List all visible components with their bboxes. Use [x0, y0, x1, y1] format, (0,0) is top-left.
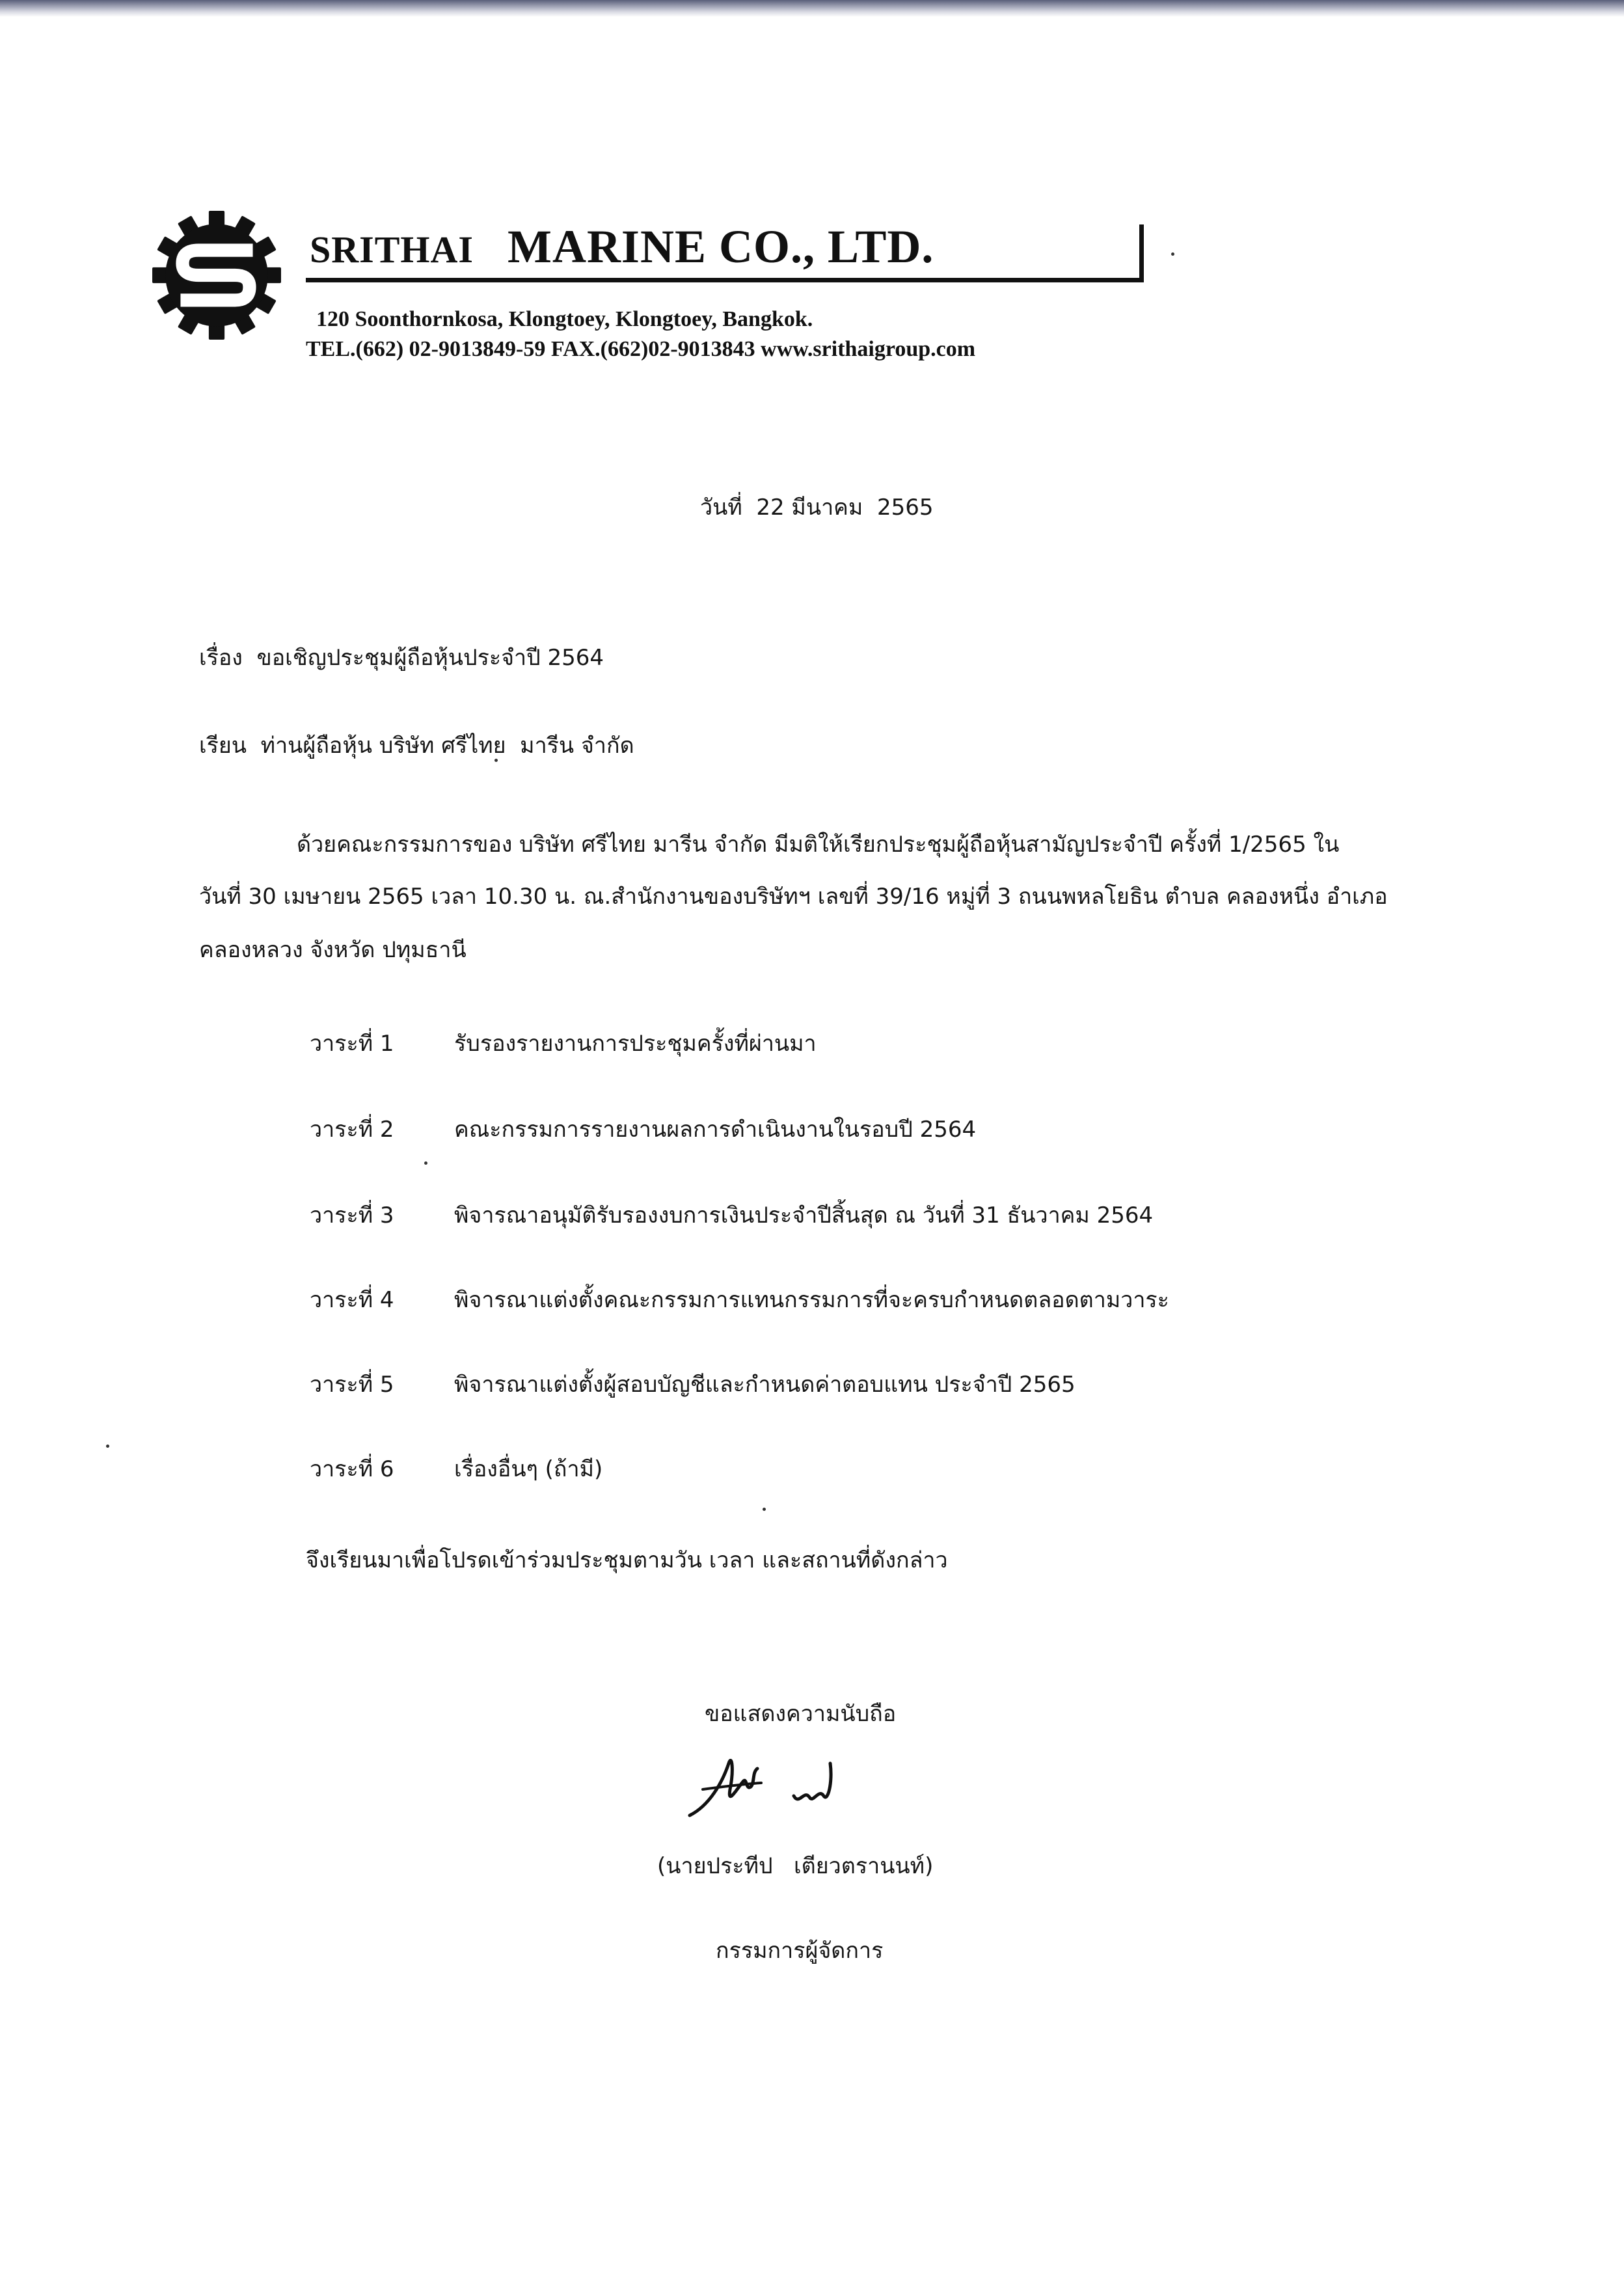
company-name-part1: SRITHAI [310, 228, 474, 271]
agenda-item-text: พิจารณาอนุมัติรับรองงบการเงินประจำปีสิ้นสุด ณ วันที่ 31 ธันวาคม 2564 [454, 1202, 1154, 1228]
company-name-part2: MARINE CO., LTD. [507, 221, 934, 273]
company-logo-icon [151, 210, 282, 341]
scan-speck [494, 759, 498, 762]
agenda-item-number: วาระที่ 6 [310, 1456, 394, 1482]
company-contact: TEL.(662) 02-9013849-59 FAX.(662)02-9013843 www.srithaigroup.com [306, 337, 976, 361]
letterhead-rule [306, 278, 1144, 282]
company-address: 120 Soonthornkosa, Klongtoey, Klongtoey, Bangkok. [316, 307, 813, 331]
scan-speck [424, 1161, 427, 1165]
scan-speck [106, 1445, 109, 1448]
body-line-2: วันที่ 30 เมษายน 2565 เวลา 10.30 น. ณ.สำนักงานของบริษัทฯ เลขที่ 39/16 หมู่ที่ 3 ถนนพหลโยธิน ตำบล คลองหนึ่ง อำเภอ [199, 884, 1388, 910]
agenda-item-text: พิจารณาแต่งตั้งผู้สอบบัญชีและกำหนดค่าตอบแทน ประจำปี 2565 [454, 1372, 1076, 1398]
agenda-item-text: เรื่องอื่นๆ (ถ้ามี) [454, 1456, 603, 1482]
agenda-item-number: วาระที่ 2 [310, 1117, 394, 1143]
letter-subject: เรื่อง ขอเชิญประชุมผู้ถือหุ้นประจำปี 2564 [199, 645, 604, 671]
letterhead-rule-end [1139, 224, 1144, 282]
body-line-1: ด้วยคณะกรรมการของ บริษัท ศรีไทย มารีน จำกัด มีมติให้เรียกประชุมผู้ถือหุ้นสามัญประจำปี ครั้งที่ 1/2565 ใน [297, 832, 1340, 858]
scan-speck [763, 1508, 766, 1511]
agenda-item-text: พิจารณาแต่งตั้งคณะกรรมการแทนกรรมการที่จะครบกำหนดตลอดตามวาระ [454, 1287, 1169, 1313]
signer-name: (นายประทีป เตียวตรานนท์) [657, 1853, 934, 1879]
agenda-item-text: รับรองรายงานการประชุมครั้งที่ผ่านมา [454, 1031, 817, 1057]
letter-recipient: เรียน ท่านผู้ถือหุ้น บริษัท ศรีไทย มารีน จำกัด [199, 733, 634, 759]
letter-date: วันที่ 22 มีนาคม 2565 [700, 495, 934, 521]
scan-edge-shadow [0, 0, 1624, 17]
agenda-item-number: วาระที่ 5 [310, 1372, 394, 1398]
regards: ขอแสดงความนับถือ [705, 1701, 897, 1727]
agenda-item-number: วาระที่ 3 [310, 1202, 394, 1228]
agenda-item-text: คณะกรรมการรายงานผลการดำเนินงานในรอบปี 2564 [454, 1117, 977, 1143]
agenda-item-number: วาระที่ 1 [310, 1031, 394, 1057]
scan-speck [1171, 252, 1174, 256]
handwritten-signature [677, 1744, 872, 1835]
company-name [310, 220, 934, 274]
agenda-item-number: วาระที่ 4 [310, 1287, 394, 1313]
body-line-3: คลองหลวง จังหวัด ปทุมธานี [199, 937, 467, 963]
signer-position: กรรมการผู้จัดการ [716, 1938, 884, 1964]
closing-sentence: จึงเรียนมาเพื่อโปรดเข้าร่วมประชุมตามวัน เวลา และสถานที่ดังกล่าว [306, 1547, 948, 1573]
